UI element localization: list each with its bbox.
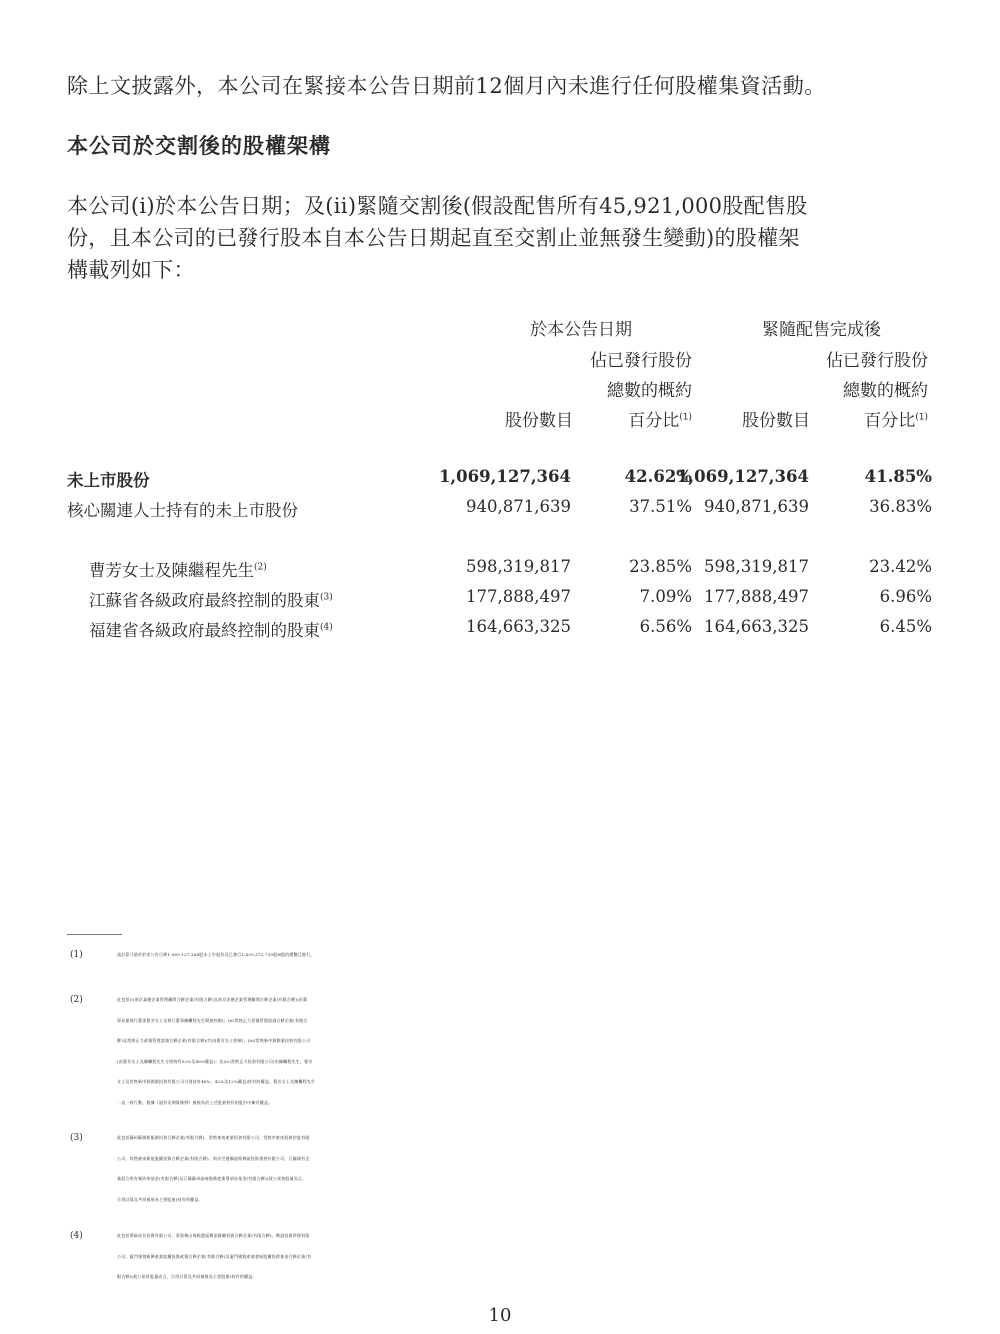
footnote-2: (2) 此包括(i)南京淼德企業管理顧問合夥企業(有限合夥)及南京泫德企業管理顧問合夥企業(有限合夥)(由董 事長兼執行董事曹芳女士及執行董事陳繼程先生間接控制)；(ii)常熟正力壹號管理諮詢合夥企業(有限合 夥)及常熟正力貳號管理諮詢合夥企業(有限合夥)(均由曹芳女士控制)；(iii)常熟新中源創業投資有限公司 (由曹芳女士及陳繼程先生分別持有52%及48%權益)；及(iv)常熟正力投資有限公司(由陳繼程先生、曹芳 女士及常熟新中源創業投資有限公司分別持有46%、42%及12%權益)持有的權益。曹芳女士及陳繼程先生 一直一致行動，根據《證券及期貨條例》被視為於上述股東持有的股份中擁有權益。: [67, 990, 937, 1113]
pct-header-now-line2: 總數的概約: [607, 381, 692, 401]
intro-paragraph: [67, 190, 937, 286]
pct-header-after-line2: 總數的概約: [843, 381, 928, 401]
intro-line: 份，且本公司的已發行股本自本公告日期起直至交割止並無發生變動)的股權架: [67, 226, 800, 250]
table-row: 江蘇省各級政府最終控制的股東$^{(3)}$ 177,888,497 7.09% 177,888,497 6.96%: [89, 587, 932, 610]
footnote-4: (4) 此包括華福成長投資有限公司、寧波梅山保税港區興思勝聯投資合夥企業(有限合夥)、興證投資管理有限 公司、廈門建發新興產業股權投資貳號合夥企業(有限合夥)及廈門國貿產業發展股權投資基金合夥企業(有 限合夥)(就公眾持股量而言，合併計算及共同被視為主要股東)持有的權益。: [67, 1226, 937, 1288]
intro-line: 本公司(i)於本公告日期；及(ii)緊隨交割後(假設配售所有45,921,000股配售股: [67, 194, 808, 218]
pct-header-now-line3: 百分比$^{(1)}$: [628, 411, 692, 431]
group-header-after: 緊隨配售完成後: [762, 320, 881, 340]
pct-header-after-line3: 百分比$^{(1)}$: [864, 411, 928, 431]
footnote-marker: (4): [70, 1231, 83, 1241]
footnote-3: (3) 此包括蘇州蘇創新能源投資合夥企業(有限合夥)、常熟東南產業投資有限公司、常熟市東南投資控股有限 公司、常熟東南新能股權投資合夥企業(有限合夥)、南京空港樞紐經濟區投資發展有限公司、江蘇國有企 業混合所有制改革基金(有限合夥)及江蘇蘇州高端裝備產業專項母基金(有限合夥)(就公眾持股量而言， 合併計算及共同被視為主要股東)持有的權益。: [67, 1128, 937, 1210]
footnote-marker: (2): [70, 995, 83, 1005]
section-heading: 本公司於交割後的股權架構: [67, 134, 331, 158]
pct-header-now-line1: 佔已發行股份: [590, 351, 692, 371]
footnote-ref: (1): [915, 412, 928, 423]
pct-header-after-line1: 佔已發行股份: [826, 351, 928, 371]
table-row-unlisted-shares: 未上市股份 1,069,127,364 42.62% 1,069,127,364 41.85%: [67, 467, 932, 490]
footnote-ref: (2): [254, 562, 267, 573]
shares-header-after: 股份數目: [742, 411, 810, 431]
footnote-1: (1) 該計算乃基於於本公告日期1,069,127,364股未上市股份及已發行1,439,372,739股H股的總數目進行。: [67, 945, 937, 966]
table-row: 福建省各級政府最終控制的股東$^{(4)}$ 164,663,325 6.56% 164,663,325 6.45%: [89, 617, 932, 640]
page-number: 10: [488, 1305, 512, 1326]
disclosure-paragraph: 除上文披露外，本公司在緊接本公告日期前12個月內未進行任何股權集資活動。: [67, 74, 826, 98]
group-header-now: 於本公告日期: [530, 320, 632, 340]
footnote-marker: (1): [70, 950, 83, 960]
footnote-ref: (3): [320, 592, 333, 603]
table-row: 曹芳女士及陳繼程先生$^{(2)}$ 598,319,817 23.85% 598,319,817 23.42%: [89, 557, 932, 580]
table-row-core-connected: 核心關連人士持有的未上市股份 940,871,639 37.51% 940,871,639 36.83%: [67, 497, 932, 520]
footnote-divider: [67, 934, 122, 935]
footnote-ref: (4): [320, 622, 333, 633]
intro-line: 構載列如下：: [67, 258, 195, 282]
footnote-ref: (1): [679, 412, 692, 423]
shares-header-now: 股份數目: [505, 411, 573, 431]
footnote-marker: (3): [70, 1133, 83, 1143]
